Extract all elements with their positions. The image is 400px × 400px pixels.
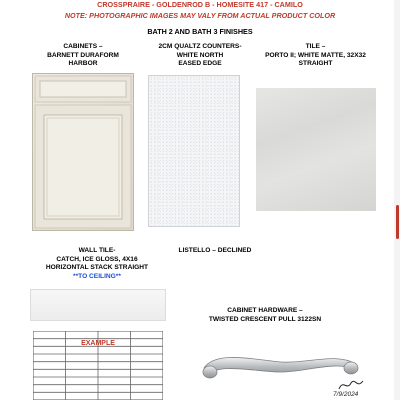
listello-label: LISTELLO – DECLINED [178, 247, 252, 254]
counter-sample-image [148, 75, 240, 227]
floor-tile-image [256, 88, 376, 211]
photo-note: NOTE: PHOTOGRAPHIC IMAGES MAY VALY FROM ACTUAL PRODUCT COLOR [64, 11, 336, 20]
scrollbar-track[interactable] [394, 0, 400, 400]
tile-label: TILE – PORTO II; WHITE MATTE, 32X32 STRAIGHT [265, 43, 366, 68]
cabinet-door-image [32, 73, 134, 231]
wall-tile-label: WALL TILE- CATCH, ICE GLOSS, 4X16 HORIZONTAL STACK STRAIGHT **TO CEILING** [45, 247, 149, 280]
example-label: EXAMPLE [81, 340, 115, 347]
wall-tile-image [30, 289, 166, 321]
cabinets-label: CABINETS – BARNETT DURAFORM HARBOR [47, 43, 119, 68]
section-title: BATH 2 AND BATH 3 FINISHES [147, 27, 253, 36]
scrollbar-thumb[interactable] [396, 205, 399, 239]
project-title: CROSSPRAIRE - GOLDENROD B - HOMESITE 417 - CAMILO [97, 0, 303, 9]
counters-label: 2CM QUALTZ COUNTERS- WHITE NORTH EASED EDGE [158, 43, 242, 68]
signature-date: 7/9/2024 [333, 391, 359, 398]
hardware-label: CABINET HARDWARE – TWISTED CRESCENT PULL 3122SN [208, 307, 322, 323]
